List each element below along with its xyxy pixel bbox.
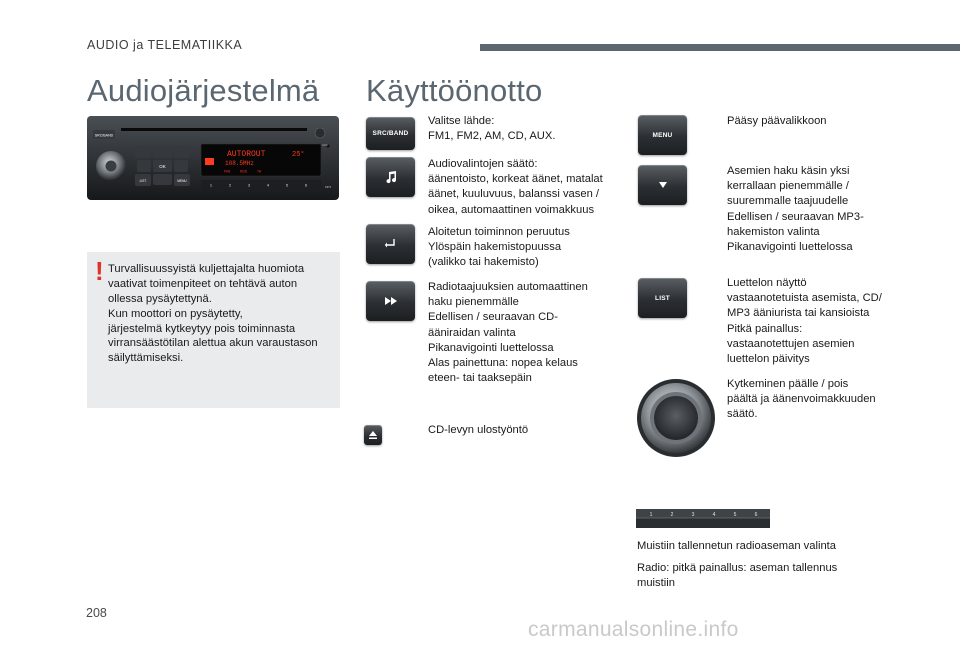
radio-preset-label: 1 [209,182,213,188]
music-note-icon [384,170,398,184]
menu-label: MENU [652,131,673,139]
preset-label: 2 [670,512,674,518]
radio-preset-strip [201,180,321,190]
radio-eject-button [315,128,325,138]
warning-text [108,262,338,366]
radio-prev-button [137,160,151,172]
volume-knob[interactable] [636,378,716,458]
watermark: carmanualsonline.info [528,618,739,641]
radio-volume-knob-center [106,161,117,172]
warning-paragraph: Turvallisuussyistä kuljettajalta huomiota vaativat toimenpiteet on tehtävä auton ollessa pysäytettynä. Kun moottori on pysäytetty, järjestelmä kytkeytyy pois toiminnasta virransäästötilan alettua akun varaustason säilyttämiseksi. [108,263,318,365]
radio-preset-label: 2 [228,182,232,188]
warning-icon: ! [95,256,104,286]
radio-next-button [174,160,188,172]
radio-display-temp: 25° [292,151,305,159]
preset-label: 4 [712,512,716,518]
eject-button[interactable] [364,425,382,445]
header-bar [480,44,960,51]
back-button[interactable] [366,224,415,264]
audio-settings-description: Audiovalintojen säätö: äänentoisto, korkeat äänet, matalat äänet, kuuluvuus, balanssi vasen / oikea, automaattinen voimakkuus [428,158,603,216]
eject-description: CD-levyn ulostyöntö [428,424,529,436]
eject-icon [368,430,378,440]
presets-description: Muistiin tallennetun radioaseman valinta [637,540,837,552]
radio-menu-label: MENU [177,179,187,183]
page-title-getting-started: Käyttöönotto [366,73,543,108]
preset-label: 1 [649,512,653,518]
radio-display-freq: 108.5MHz [225,160,254,167]
radio-preset-label: 4 [266,182,270,188]
radio-display-icon [205,158,214,165]
section-header: AUDIO ja TELEMATIIKKA [87,38,243,52]
menu-description: Pääsy päävalikkoon [727,115,827,127]
page-number: 208 [86,606,107,620]
volume-knob-description: Kytkeminen päälle / pois päältä ja äänenvoimakkuuden säätö. [727,378,876,421]
radio-audio-button [135,146,151,158]
fast-forward-icon [384,296,398,306]
back-description: Aloitetun toiminnon peruutus Ylöspäin hakemistopuussa (valikko tai hakemisto) [428,226,570,269]
radio-down-button [153,174,172,185]
return-arrow-icon [384,238,398,250]
radio-preset-label: 3 [247,182,251,188]
cd-slot [121,128,307,131]
radio-aux-label: AUX [322,143,328,147]
down-button[interactable] [638,165,687,205]
seek-forward-description: Radiotaajuuksien automaattinen haku pienemmälle Edellisen / seuraavan CD- ääniraidan valinta Pikanavigointi luettelossa Alas painettuna: nopea kelaus eteen- tai taaksepäin [428,281,588,385]
radio-unit-illustration [87,116,339,200]
preset-label: 6 [754,512,758,518]
radio-mp3-label: MP3 [325,185,332,189]
radio-ok-label: OK [159,164,166,169]
radio-display-main: AUTOROUT [227,150,266,159]
radio-preset-label: 6 [304,182,308,188]
page-title-audio-system: Audiojärjestelmä [87,73,320,108]
presets-long-press-description: Radio: pitkä painallus: aseman tallennus muistiin [637,562,838,590]
radio-preset-label: 5 [285,182,289,188]
triangle-down-icon [658,181,668,189]
seek-forward-button[interactable] [366,281,415,321]
list-description: Luettelon näyttö vastaanotetuista asemista, CD/ MP3 ääniurista tai kansioista Pitkä painallus: vastaanotettujen asemien luettelon päivitys [727,277,882,366]
list-label: LIST [655,294,670,302]
volume-knob-icon [636,378,716,458]
radio-display-ta: TA [257,169,262,174]
audio-settings-button[interactable] [366,157,415,197]
radio-src-band-label: SRC/BAND [94,133,114,138]
down-description: Asemien haku käsin yksi kerrallaan pienemmälle / suuremmalle taajuudelle Edellisen / seuraavan MP3- hakemiston valinta Pikanavigointi luettelossa [727,165,864,254]
radio-list-label: LIST [139,179,147,183]
list-button[interactable] [638,278,687,318]
menu-button[interactable] [638,115,687,155]
radio-back-button [174,146,190,158]
preset-buttons-strip[interactable] [636,509,770,528]
src-band-label: SRC/BAND [372,130,409,137]
src-band-description: Valitse lähde: FM1, FM2, AM, CD, AUX. [428,115,556,143]
radio-display-fm: FM1 [224,169,231,174]
preset-label: 5 [733,512,737,518]
radio-up-button [153,147,172,158]
src-band-button[interactable] [366,117,415,150]
preset-label: 3 [691,512,695,518]
radio-display-rds: RDS [240,169,248,174]
